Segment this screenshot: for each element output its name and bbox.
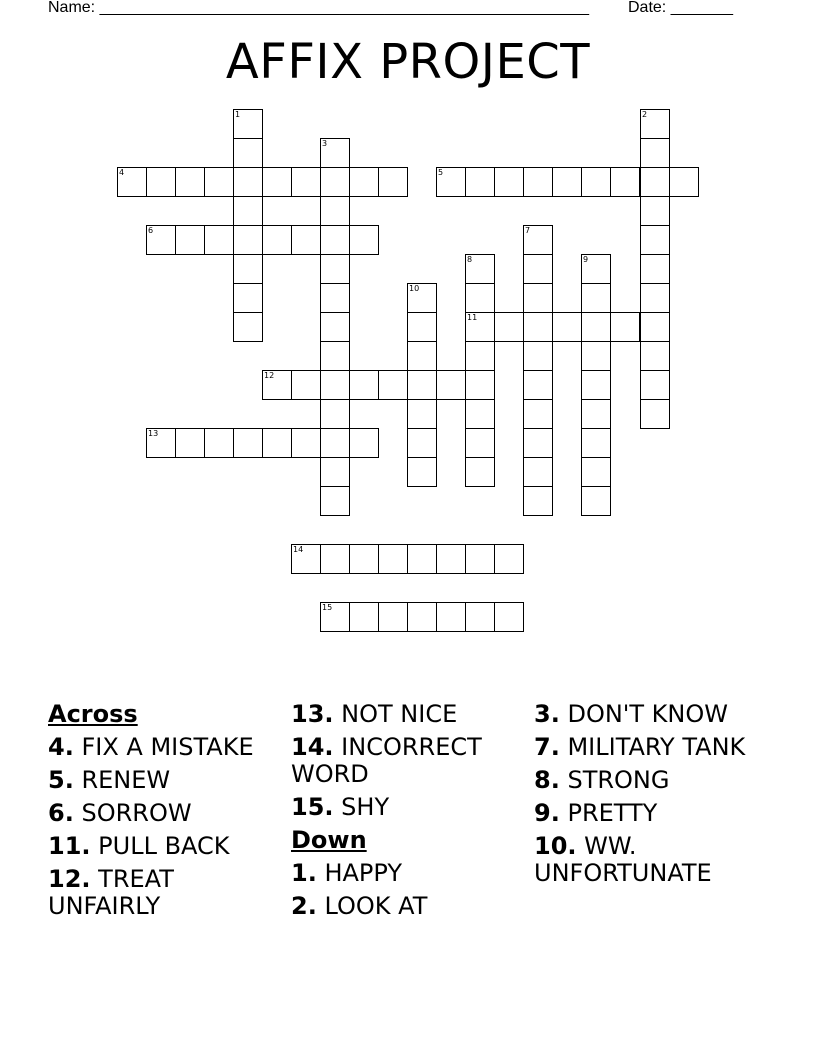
clue-text: NOT NICE	[341, 700, 458, 728]
grid-cell[interactable]	[320, 544, 350, 574]
name-field-label[interactable]: Name: _______________________________________________________	[48, 0, 589, 16]
grid-cell[interactable]	[349, 225, 379, 255]
grid-cell[interactable]	[465, 602, 495, 632]
grid-cell[interactable]	[175, 225, 205, 255]
grid-cell[interactable]	[523, 370, 553, 400]
grid-cell[interactable]	[262, 370, 292, 400]
clue-number: 13.	[291, 700, 334, 728]
grid-cell[interactable]	[320, 138, 350, 168]
clue-number: 15.	[291, 793, 334, 821]
grid-cell[interactable]	[146, 225, 176, 255]
clue-column-1	[48, 701, 278, 926]
clue-text: DON'T KNOW	[567, 700, 728, 728]
grid-cell[interactable]	[320, 486, 350, 516]
clue-item	[48, 734, 278, 761]
grid-cell[interactable]	[465, 370, 495, 400]
grid-cell[interactable]	[465, 457, 495, 487]
clue-item	[291, 701, 521, 728]
clue-number: 10.	[534, 832, 577, 860]
grid-cell[interactable]	[378, 370, 408, 400]
grid-cell[interactable]	[262, 428, 292, 458]
clue-text: RENEW	[81, 766, 171, 794]
grid-cell[interactable]	[291, 225, 321, 255]
clue-text: FIX A MISTAKE	[81, 733, 254, 761]
clue-number: 7.	[534, 733, 560, 761]
grid-cell[interactable]	[117, 167, 147, 197]
clue-text: LOOK AT	[324, 892, 428, 920]
grid-cell[interactable]	[233, 138, 263, 168]
grid-cell[interactable]	[581, 254, 611, 284]
page-title: AFFIX PROJECT	[225, 34, 591, 90]
clue-text: INCORRECT WORD	[291, 733, 482, 788]
clue-number: 2.	[291, 892, 317, 920]
grid-cell[interactable]	[204, 428, 234, 458]
grid-cell[interactable]	[407, 283, 437, 313]
grid-cell[interactable]	[465, 428, 495, 458]
grid-cell[interactable]	[465, 341, 495, 371]
grid-cell[interactable]	[523, 254, 553, 284]
grid-cell[interactable]	[320, 399, 350, 429]
cell-number: 1	[235, 110, 241, 119]
grid-cell[interactable]	[320, 312, 350, 342]
grid-cell[interactable]	[552, 167, 582, 197]
cell-number: 12	[264, 371, 275, 380]
grid-cell[interactable]	[233, 109, 263, 139]
grid-cell[interactable]	[581, 370, 611, 400]
grid-cell[interactable]	[291, 428, 321, 458]
grid-cell[interactable]	[175, 167, 205, 197]
clue-text: SHY	[341, 793, 390, 821]
grid-cell[interactable]	[465, 399, 495, 429]
grid-cell[interactable]	[640, 196, 670, 226]
down-heading: Down	[291, 826, 367, 854]
grid-cell[interactable]	[581, 428, 611, 458]
cell-number: 13	[148, 429, 159, 438]
grid-cell[interactable]	[523, 486, 553, 516]
clue-item	[534, 833, 764, 887]
grid-cell[interactable]	[378, 167, 408, 197]
grid-cell[interactable]	[175, 428, 205, 458]
grid-cell[interactable]	[320, 428, 350, 458]
clue-text: TREAT UNFAIRLY	[48, 865, 174, 920]
grid-cell[interactable]	[436, 602, 466, 632]
date-field-label[interactable]: Date: _______	[628, 0, 733, 16]
grid-cell[interactable]	[204, 167, 234, 197]
grid-cell[interactable]	[291, 370, 321, 400]
grid-cell[interactable]	[233, 225, 263, 255]
across-heading: Across	[48, 700, 138, 728]
grid-cell[interactable]	[204, 225, 234, 255]
grid-cell[interactable]	[320, 254, 350, 284]
grid-cell[interactable]	[233, 428, 263, 458]
grid-cell[interactable]	[262, 225, 292, 255]
grid-cell[interactable]	[465, 283, 495, 313]
clue-number: 12.	[48, 865, 91, 893]
grid-cell[interactable]	[523, 312, 553, 342]
grid-cell[interactable]	[349, 544, 379, 574]
clue-item	[291, 893, 521, 920]
clue-text: STRONG	[567, 766, 670, 794]
grid-cell[interactable]	[494, 167, 524, 197]
grid-cell[interactable]	[233, 196, 263, 226]
grid-cell[interactable]	[436, 370, 466, 400]
grid-cell[interactable]	[320, 370, 350, 400]
grid-cell[interactable]	[465, 544, 495, 574]
grid-cell[interactable]	[640, 109, 670, 139]
clue-column-2	[291, 701, 521, 926]
grid-cell[interactable]	[291, 167, 321, 197]
clue-number: 4.	[48, 733, 74, 761]
grid-cell[interactable]	[349, 428, 379, 458]
grid-cell[interactable]	[233, 254, 263, 284]
grid-cell[interactable]	[523, 283, 553, 313]
clue-number: 6.	[48, 799, 74, 827]
clue-text: WW. UNFORTUNATE	[534, 832, 712, 887]
grid-cell[interactable]	[465, 254, 495, 284]
clue-text: MILITARY TANK	[567, 733, 746, 761]
cell-number: 5	[438, 168, 444, 177]
cell-number: 3	[322, 139, 328, 148]
grid-cell[interactable]	[146, 167, 176, 197]
grid-cell[interactable]	[610, 312, 640, 342]
grid-cell[interactable]	[349, 602, 379, 632]
cell-number: 4	[119, 168, 125, 177]
grid-cell[interactable]	[523, 167, 553, 197]
grid-cell[interactable]	[436, 544, 466, 574]
grid-cell[interactable]	[581, 399, 611, 429]
grid-cell[interactable]	[320, 196, 350, 226]
grid-cell[interactable]	[640, 225, 670, 255]
clue-text: PRETTY	[567, 799, 658, 827]
grid-cell[interactable]	[640, 312, 670, 342]
grid-cell[interactable]	[146, 428, 176, 458]
grid-cell[interactable]	[610, 167, 640, 197]
clue-item	[534, 734, 764, 761]
grid-cell[interactable]	[640, 399, 670, 429]
clue-item	[48, 800, 278, 827]
clue-number: 1.	[291, 859, 317, 887]
clue-item	[534, 701, 764, 728]
clue-item	[291, 794, 521, 821]
clue-number: 8.	[534, 766, 560, 794]
clue-number: 9.	[534, 799, 560, 827]
clue-number: 5.	[48, 766, 74, 794]
grid-cell[interactable]	[378, 602, 408, 632]
grid-cell[interactable]	[465, 312, 495, 342]
clue-text: SORROW	[81, 799, 192, 827]
grid-cell[interactable]	[581, 486, 611, 516]
cell-number: 2	[642, 110, 648, 119]
grid-cell[interactable]	[233, 283, 263, 313]
clue-text: PULL BACK	[98, 832, 230, 860]
clue-item	[48, 833, 278, 860]
cell-number: 15	[322, 603, 333, 612]
grid-cell[interactable]	[494, 544, 524, 574]
grid-cell[interactable]	[523, 225, 553, 255]
grid-cell[interactable]	[407, 602, 437, 632]
grid-cell[interactable]	[494, 602, 524, 632]
grid-cell[interactable]	[407, 399, 437, 429]
grid-cell[interactable]	[436, 167, 466, 197]
grid-cell[interactable]	[640, 283, 670, 313]
clue-item	[534, 767, 764, 794]
grid-cell[interactable]	[640, 254, 670, 284]
grid-cell[interactable]	[320, 283, 350, 313]
grid-cell[interactable]	[291, 544, 321, 574]
grid-cell[interactable]	[581, 283, 611, 313]
cell-number: 11	[467, 313, 478, 322]
grid-cell[interactable]	[349, 370, 379, 400]
grid-cell[interactable]	[233, 312, 263, 342]
grid-cell[interactable]	[581, 167, 611, 197]
grid-cell[interactable]	[407, 341, 437, 371]
grid-cell[interactable]	[640, 167, 670, 197]
cell-number: 9	[583, 255, 589, 264]
clue-item	[291, 734, 521, 788]
clue-item	[48, 767, 278, 794]
clue-number: 14.	[291, 733, 334, 761]
grid-cell[interactable]	[494, 312, 524, 342]
grid-cell[interactable]	[581, 312, 611, 342]
grid-cell[interactable]	[262, 167, 292, 197]
clue-text: HAPPY	[324, 859, 403, 887]
grid-cell[interactable]	[349, 167, 379, 197]
grid-cell[interactable]	[581, 457, 611, 487]
grid-cell[interactable]	[407, 457, 437, 487]
grid-cell[interactable]	[407, 370, 437, 400]
grid-cell[interactable]	[523, 399, 553, 429]
cell-number: 10	[409, 284, 420, 293]
grid-cell[interactable]	[378, 544, 408, 574]
grid-cell[interactable]	[523, 428, 553, 458]
clue-number: 11.	[48, 832, 91, 860]
grid-cell[interactable]	[407, 312, 437, 342]
grid-cell[interactable]	[465, 167, 495, 197]
clue-item	[534, 800, 764, 827]
grid-cell[interactable]	[320, 225, 350, 255]
grid-cell[interactable]	[407, 428, 437, 458]
grid-cell[interactable]	[640, 341, 670, 371]
grid-cell[interactable]	[523, 457, 553, 487]
cell-number: 7	[525, 226, 531, 235]
clue-item	[291, 860, 521, 887]
grid-cell[interactable]	[320, 602, 350, 632]
cell-number: 6	[148, 226, 154, 235]
cell-number: 14	[293, 545, 304, 554]
clue-number: 3.	[534, 700, 560, 728]
grid-cell[interactable]	[320, 167, 350, 197]
grid-cell[interactable]	[407, 544, 437, 574]
grid-cell[interactable]	[581, 341, 611, 371]
grid-cell[interactable]	[523, 341, 553, 371]
grid-cell[interactable]	[320, 457, 350, 487]
grid-cell[interactable]	[552, 312, 582, 342]
grid-cell[interactable]	[669, 167, 699, 197]
grid-cell[interactable]	[640, 370, 670, 400]
grid-cell[interactable]	[640, 138, 670, 168]
clue-column-3	[534, 701, 764, 893]
grid-cell[interactable]	[233, 167, 263, 197]
cell-number: 8	[467, 255, 473, 264]
grid-cell[interactable]	[320, 341, 350, 371]
clue-item	[48, 866, 278, 920]
